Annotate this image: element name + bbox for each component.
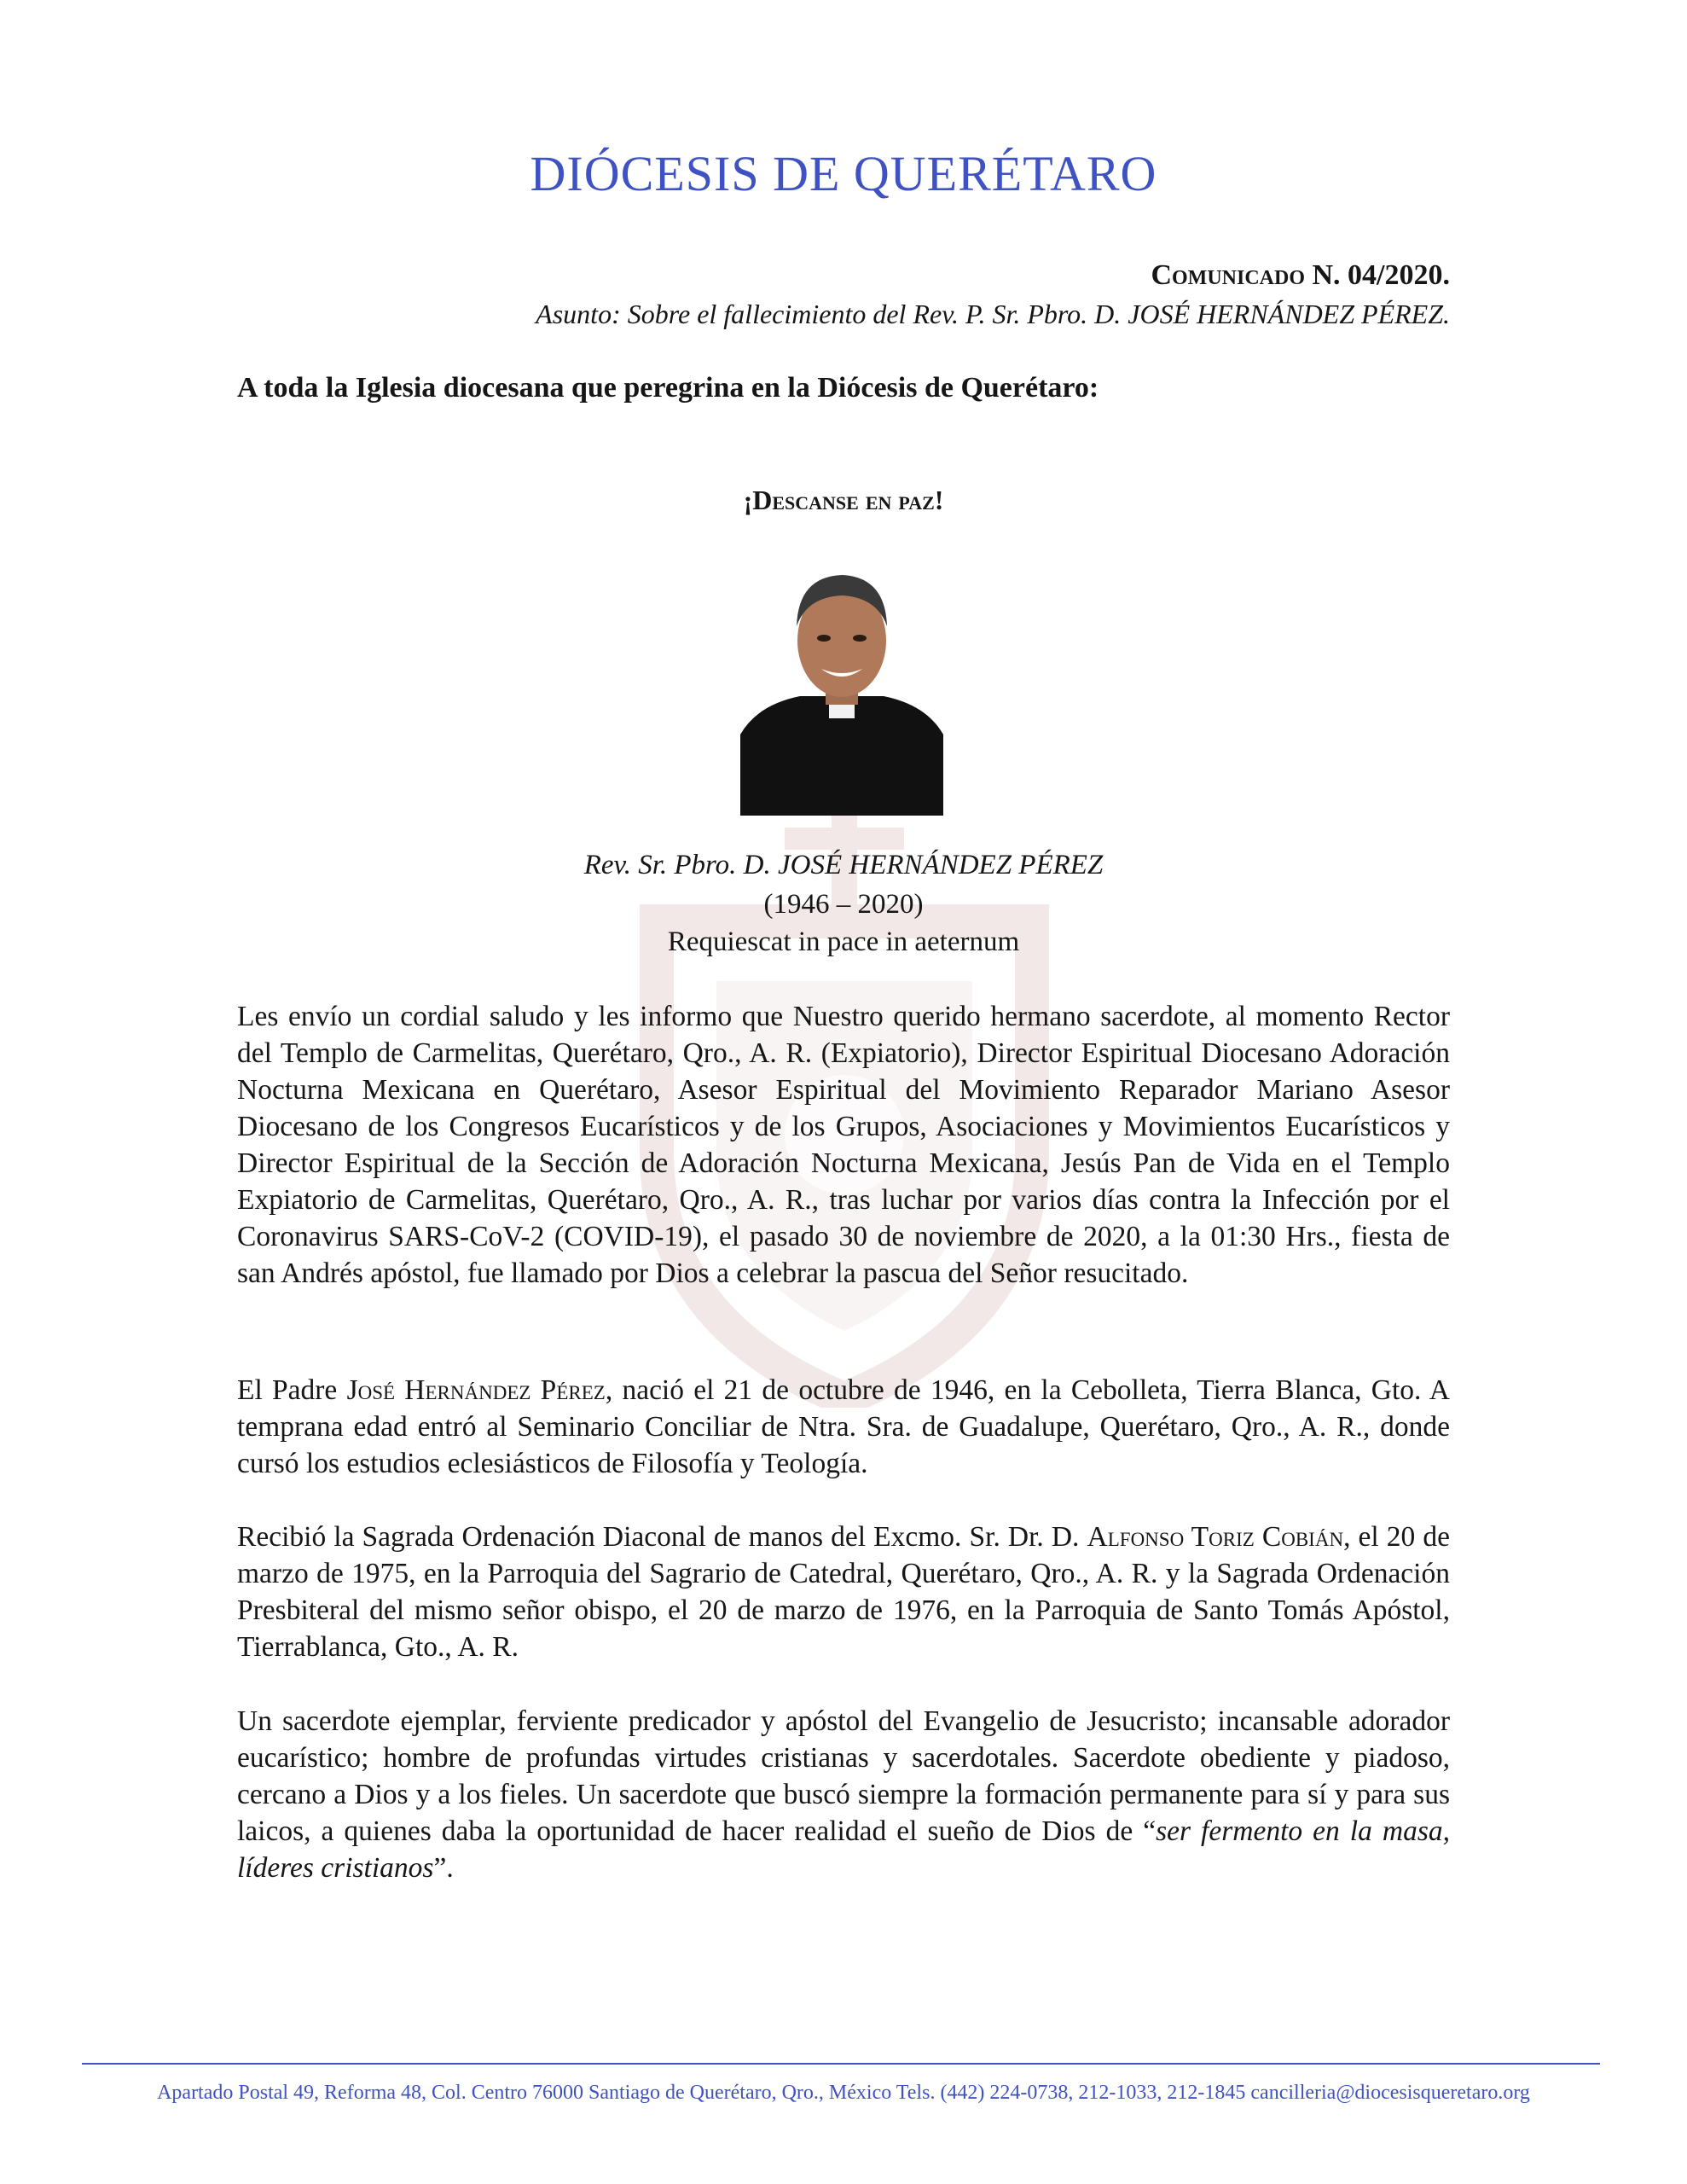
deceased-name-inline: José Hernández Pérez bbox=[346, 1374, 606, 1406]
communique-number: Comunicado N. 04/2020. bbox=[1151, 259, 1450, 291]
quoted-phrase: ser fermento en la masa, líderes cristianos bbox=[237, 1815, 1450, 1884]
rip-heading: ¡Descanse en paz! bbox=[743, 485, 944, 515]
body-text: Un sacerdote ejemplar, ferviente predicador y apóstol del Evangelio de Jesucristo; incansable adorador eucarístico; hombre de profundas virtudes cristianas y sacerdotales. Sacerdote obediente y piadoso, cercano a Dios y a los fieles. Un sacerdote que buscó siempre la formación permanente para sí y para sus laicos, a quienes daba la oportunidad de hacer realidad el sueño de Dios de “ bbox=[237, 1705, 1450, 1847]
body-paragraph-2 bbox=[237, 1372, 1450, 1482]
priest-portrait-photo-icon bbox=[740, 560, 943, 816]
salutation: A toda la Iglesia diocesana que peregrina en la Diócesis de Querétaro: bbox=[237, 372, 1099, 404]
diocese-title: DIÓCESIS DE QUERÉTARO bbox=[530, 146, 1157, 201]
deceased-years-caption: (1946 – 2020) bbox=[763, 889, 924, 920]
bishop-name-inline: Alfonso Toriz Cobián bbox=[1087, 1521, 1344, 1553]
deceased-name-caption: Rev. Sr. Pbro. D. JOSÉ HERNÁNDEZ PÉREZ bbox=[583, 850, 1104, 880]
body-paragraph-4 bbox=[237, 1703, 1450, 1886]
body-text: , el 20 de marzo de 1975, en la Parroquia del Sagrario de Catedral, Querétaro, Qro., A. R. y la Sagrada Ordenación Presbiteral del mismo señor obispo, el 20 de marzo de 1976, en la Parroquia de Santo Tomás Apóstol, Tierrablanca, Gto., A. R. bbox=[237, 1521, 1450, 1663]
footer-divider bbox=[82, 2063, 1600, 2065]
body-text: El Padre bbox=[237, 1374, 347, 1406]
body-paragraph-3 bbox=[237, 1519, 1450, 1665]
requiescat-caption: Requiescat in pace in aeternum bbox=[667, 926, 1020, 957]
body-text: Recibió la Sagrada Ordenación Diaconal de manos del Excmo. Sr. Dr. D. bbox=[237, 1521, 1087, 1553]
communique-subject: Asunto: Sobre el fallecimiento del Rev. P. Sr. Pbro. D. JOSÉ HERNÁNDEZ PÉREZ. bbox=[536, 299, 1450, 329]
body-text: ”. bbox=[433, 1852, 454, 1884]
footer-contact-info: Apartado Postal 49, Reforma 48, Col. Centro 76000 Santiago de Querétaro, Qro., México Tels. (442) 224-0738, 212-1033, 212-1845 cancilleria@diocesisqueretaro.org bbox=[157, 2082, 1530, 2104]
body-paragraph-1: Les envío un cordial saludo y les informo que Nuestro querido hermano sacerdote, al momento Rector del Templo de Carmelitas, Querétaro, Qro., A. R. (Expiatorio), Director Espiritual Diocesano Adoración Nocturna Mexicana en Querétaro, Asesor Espiritual del Movimiento Reparador Mariano Asesor Diocesano de los Congresos Eucarísticos y de los Grupos, Asociaciones y Movimientos Eucarísticos y Director Espiritual de la Sección de Adoración Nocturna Mexicana, Jesús Pan de Vida en el Templo Expiatorio de Carmelitas, Querétaro, Qro., A. R., tras luchar por varios días contra la Infección por el Coronavirus SARS-CoV-2 (COVID-19), el pasado 30 de noviembre de 2020, a la 01:30 Hrs., fiesta de san Andrés apóstol, fue llamado por Dios a celebrar la pascua del Señor resucitado. bbox=[237, 1001, 1450, 1289]
body-text: , nació el 21 de octubre de 1946, en la Cebolleta, Tierra Blanca, Gto. A temprana edad entró al Seminario Conciliar de Ntra. Sra. de Guadalupe, Querétaro, Qro., A. R., donde cursó los estudios eclesiásticos de Filosofía y Teología. bbox=[237, 1374, 1451, 1479]
